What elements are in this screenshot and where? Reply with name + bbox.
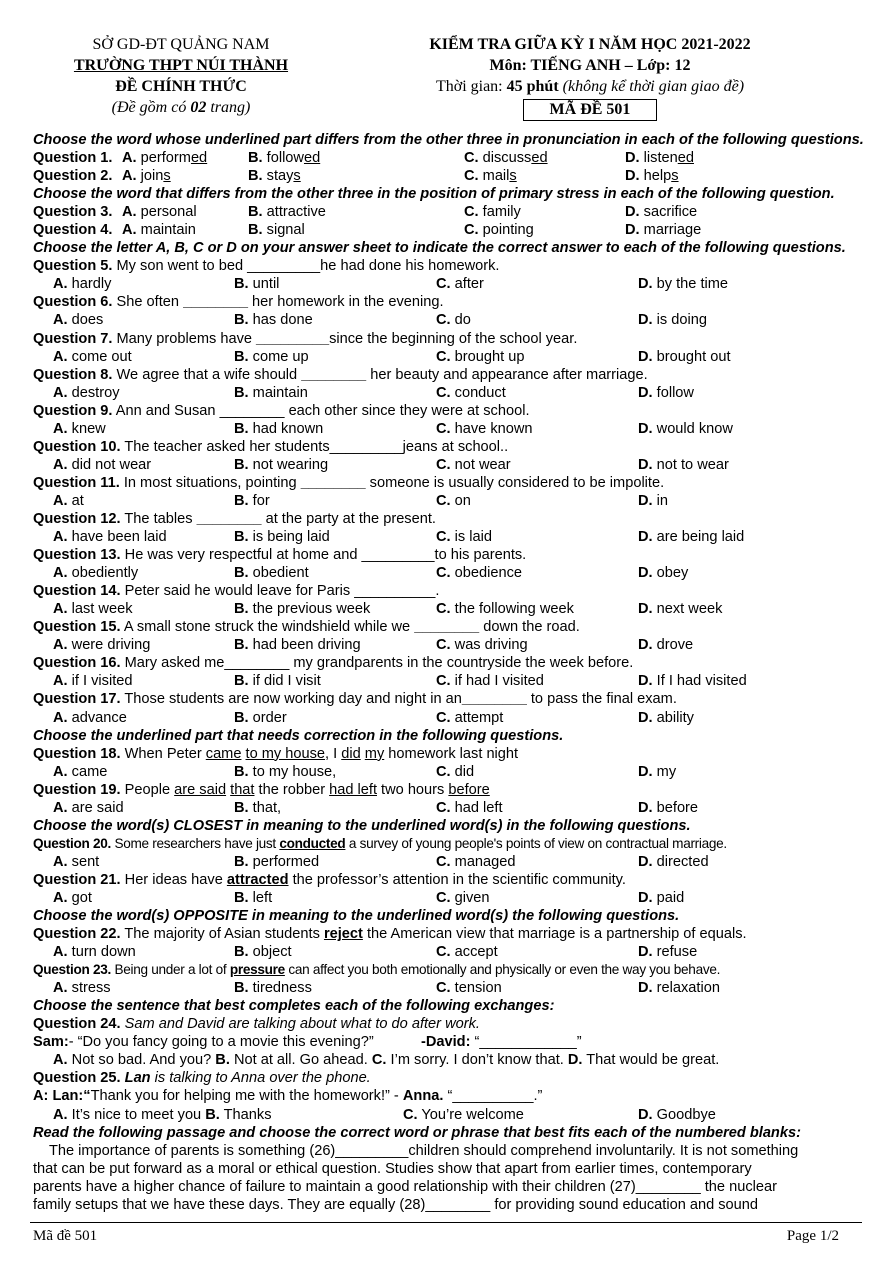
question-13-options: A. obediently B. obedient C. obedience D. obey [53,565,689,582]
section-instruction: Choose the word whose underlined part differs from the other three in pronunciation in each of the following questions. [33,132,864,148]
exam-title: KIỂM TRA GIỮA KỲ I NĂM HỌC 2021-2022 [429,36,751,53]
question-22-options: A. turn down B. object C. accept D. refuse [53,944,698,961]
section-instruction: Choose the letter A, B, C or D on your answer sheet to indicate the correct answer to each of the following questions. [33,240,846,257]
question-17: Question 17. Those students are now working day and night in an________ to pass the final exam. [33,691,677,708]
section-instruction: Choose the word(s) CLOSEST in meaning to the underlined word(s) in the following questions. [33,817,691,834]
question-10: Question 10. The teacher asked her students_________jeans at school.. [33,438,509,455]
footer-divider [30,1222,862,1223]
question-8: Question 8. We agree that a wife should ________ her beauty and appearance after marriage. [33,366,648,383]
question-25-options: A. It’s nice to meet you B. Thanks C. You’re welcome D. Goodbye [53,1106,716,1123]
question-7-options: A. come out B. come up C. brought up D. brought out [53,348,731,365]
question-18-options: A. came B. to my house, C. did D. my [53,763,677,780]
question-12-options: A. have been laid B. is being laid C. is laid D. are being laid [53,529,745,546]
question-5-options: A. hardly B. until C. after D. by the time [53,276,729,293]
header-right [380,34,800,121]
question-6-options: A. does B. has done C. do D. is doing [53,312,707,329]
question-21: Question 21. Her ideas have attracted the professor’s attention in the scientific community. [33,871,626,888]
question-8-options: A. destroy B. maintain C. conduct D. follow [53,384,694,401]
question-14: Question 14. Peter said he would leave for Paris __________. [33,583,440,600]
section-instruction: Choose the word that differs from the other three in the position of primary stress in each of the following question. [33,186,835,203]
question-23-options: A. stress B. tiredness C. tension D. relaxation [53,980,720,997]
footer-exam-code: Mã đề 501 [33,1228,98,1244]
official-label: ĐỀ CHÍNH THỨC [115,78,247,95]
question-19: Question 19. People are said that the robber had left two hours before [33,781,490,798]
question-15: Question 15. A small stone struck the windshield while we ________ down the road. [33,619,580,636]
question-20: Question 20. Some researchers have just conducted a survey of young people's points of view on contractual marriage. [33,835,727,851]
exam-subject: Môn: TIẾNG ANH – Lớp: 12 [489,57,691,74]
passage-line: parents have a higher chance of failure to maintain a good relationship with their children (27)________ the nuclear [33,1178,777,1195]
question-24-options: A. Not so bad. And you? B. Not at all. Go ahead. C. I’m sorry. I don’t know that. D. That would be great. [53,1052,720,1069]
question-1: Question 1. A. performed B. followed C. discussed D. listened [33,150,694,167]
question-3: Question 3. A. personal B. attractive C. family D. sacrifice [33,204,698,221]
passage-line: that can be put forward as a moral or ethical question. Studies show that apart from earlier times, contemporary [33,1160,752,1177]
question-9: Question 9. Ann and Susan ________ each other since they were at school. [33,402,530,419]
passage-line: family setups that we have these days. They are equally (28)________ for providing sound education and sound [33,1196,759,1213]
page-count-note: (Đề gồm có 02 trang) [111,99,251,116]
question-17-options: A. advance B. order C. attempt D. ability [53,709,694,726]
question-18: Question 18. When Peter came to my house, I did my homework last night [33,745,519,762]
question-25-dialogue: A: Lan:“Thank you for helping me with the homework!” - Anna. “__________.” [33,1088,543,1105]
question-6: Question 6. She often ________ her homework in the evening. [33,294,444,311]
question-11-options: A. at B. for C. on D. in [53,492,669,509]
question-24-dialogue: Sam:- “Do you fancy going to a movie this evening?” -David: “____________” [33,1034,582,1051]
question-20-options: A. sent B. performed C. managed D. directed [53,853,709,870]
section-instruction: Choose the underlined part that needs correction in the following questions. [33,727,564,744]
question-12: Question 12. The tables ________ at the party at the present. [33,510,436,527]
question-5: Question 5. My son went to bed _________he had done his homework. [33,258,500,275]
exam-time: Thời gian: 45 phút (không kể thời gian giao đề) [435,78,745,95]
school-name: TRƯỜNG THPT NÚI THÀNH [73,57,289,74]
question-19-options: A. are said B. that, C. had left D. before [53,799,699,816]
questions-body [33,131,863,1214]
question-2: Question 2. A. joins B. stays C. mails D. helps [33,168,679,185]
question-10-options: A. did not wear B. not wearing C. not wear D. not to wear [53,456,729,473]
section-instruction: Choose the word(s) OPPOSITE in meaning to the underlined word(s) the following questions. [33,908,680,925]
exam-code-box: MÃ ĐỀ 501 [523,99,658,121]
question-25: Question 25. Lan is talking to Anna over the phone. [33,1070,371,1087]
question-21-options: A. got B. left C. given D. paid [53,889,685,906]
question-7: Question 7. Many problems have _________since the beginning of the school year. [33,330,578,347]
question-11: Question 11. In most situations, pointing ________ someone is usually considered to be impolite. [33,474,665,491]
question-13: Question 13. He was very respectful at home and _________to his parents. [33,547,527,564]
passage-line: The importance of parents is something (26)_________children should comprehend involuntarily. It is not something [33,1142,799,1159]
question-23: Question 23. Being under a lot of pressure can affect you both emotionally and physically or even the way you behave. [33,962,721,978]
question-22: Question 22. The majority of Asian students reject the American view that marriage is a partnership of equals. [33,926,747,943]
footer-page-number: Page 1/2 [786,1228,839,1244]
question-16-options: A. if I visited B. if did I visit C. if had I visited D. If I had visited [53,673,747,690]
question-4: Question 4. A. maintain B. signal C. pointing D. marriage [33,222,702,239]
section-instruction: Read the following passage and choose the correct word or phrase that best fits each of the numbered blanks: [33,1124,801,1141]
department-name: SỞ GD-ĐT QUẢNG NAM [92,36,270,53]
question-15-options: A. were driving B. had been driving C. was driving D. drove [53,637,694,654]
question-24: Question 24. Sam and David are talking about what to do after work. [33,1016,480,1033]
question-16: Question 16. Mary asked me________ my grandparents in the countryside the week before. [33,655,634,672]
question-9-options: A. knew B. had known C. have known D. would know [53,420,733,437]
question-14-options: A. last week B. the previous week C. the following week D. next week [53,601,723,618]
header-left [36,34,326,118]
section-instruction: Choose the sentence that best completes each of the following exchanges: [33,998,555,1015]
